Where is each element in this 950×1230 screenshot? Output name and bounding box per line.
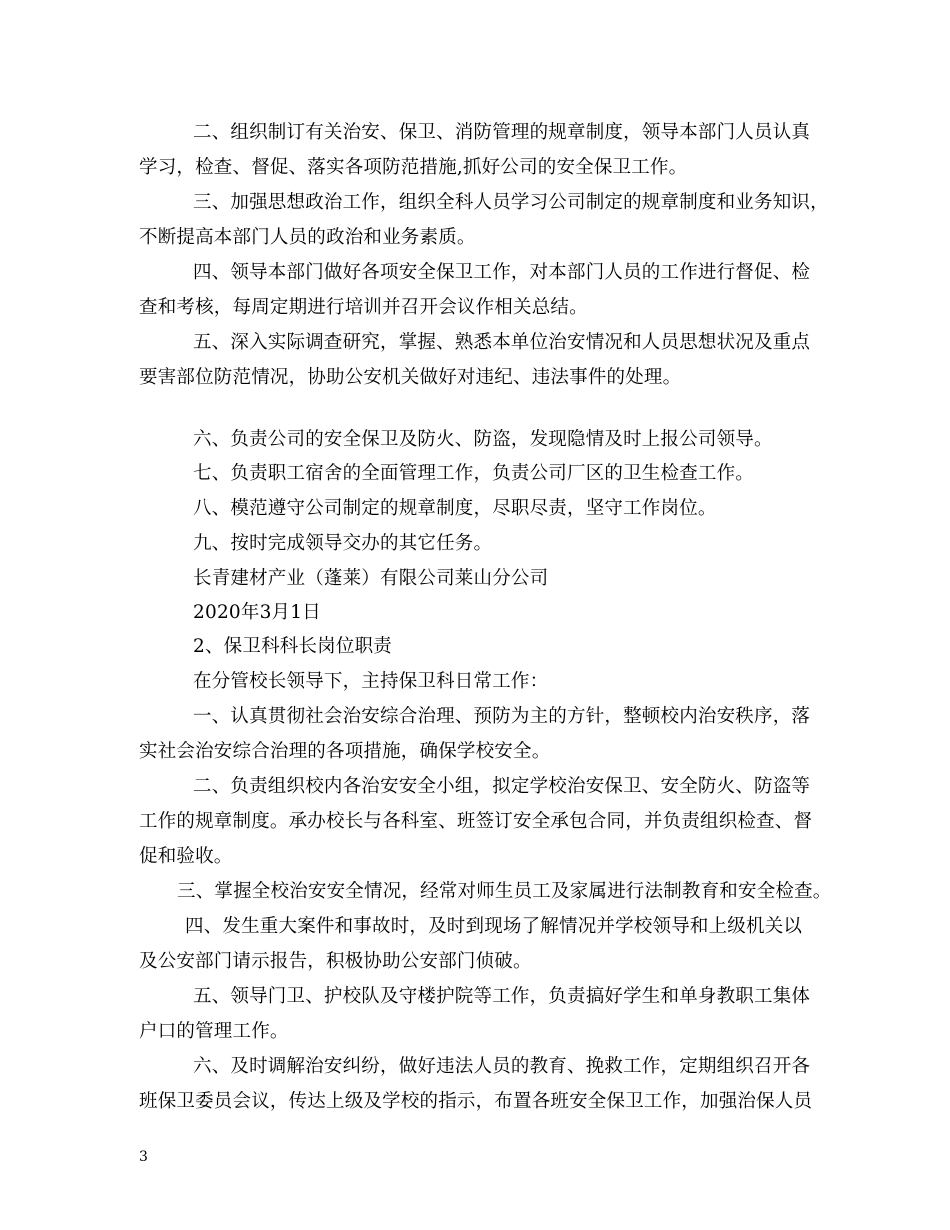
paragraph-line: 实社会治安综合治理的各项措施，确保学校安全。 bbox=[139, 741, 551, 762]
paragraph-line: 八、模范遵守公司制定的规章制度，尽职尽责，坚守工作岗位。 bbox=[193, 498, 717, 519]
document-date: 2020年3月1日 bbox=[193, 602, 321, 623]
paragraph-line: 二、组织制订有关治安、保卫、消防管理的规章制度，领导本部门人员认真 bbox=[193, 122, 811, 143]
paragraph-line: 要害部位防范情况，协助公安机关做好对违纪、违法事件的处理。 bbox=[139, 367, 682, 388]
paragraph-line: 查和考核，每周定期进行培训并召开会议作相关总结。 bbox=[139, 297, 588, 318]
paragraph-line: 五、领导门卫、护校队及守楼护院等工作，负责搞好学生和单身教职工集体 bbox=[193, 986, 811, 1007]
company-name: 长青建材产业（蓬莱）有限公司莱山分公司 bbox=[193, 568, 549, 589]
paragraph-line: 五、深入实际调查研究，掌握、熟悉本单位治安情况和人员思想状况及重点 bbox=[193, 332, 811, 353]
paragraph-line: 二、负责组织校内各治安安全小组，拟定学校治安保卫、安全防火、防盗等 bbox=[193, 776, 811, 797]
paragraph-line: 促和验收。 bbox=[139, 846, 233, 867]
paragraph-line: 在分管校长领导下，主持保卫科日常工作： bbox=[193, 671, 549, 692]
paragraph-line: 六、及时调解治安纠纷，做好违法人员的教育、挽救工作，定期组织召开各 bbox=[193, 1056, 811, 1077]
paragraph-line: 班保卫委员会议，传达上级及学校的指示，布置各班安全保卫工作，加强治保人员 bbox=[139, 1091, 813, 1112]
paragraph-line: 六、负责公司的安全保卫及防火、防盗，发现隐情及时上报公司领导。 bbox=[193, 429, 773, 450]
paragraph-line: 工作的规章制度。承办校长与各科室、班签订安全承包合同，并负责组织检查、督 bbox=[139, 811, 813, 832]
section-heading: 2、保卫科科长岗位职责 bbox=[193, 636, 392, 657]
paragraph-line: 户口的管理工作。 bbox=[139, 1021, 289, 1042]
paragraph-line: 九、按时完成领导交办的其它任务。 bbox=[193, 533, 493, 554]
paragraph-line: 三、掌握全校治安安全情况，经常对师生员工及家属进行法制教育和安全检查。 bbox=[177, 881, 832, 902]
page-number: 3 bbox=[139, 1149, 148, 1165]
paragraph-line: 不断提高本部门人员的政治和业务素质。 bbox=[139, 227, 476, 248]
paragraph-line: 七、负责职工宿舍的全面管理工作，负责公司厂区的卫生检查工作。 bbox=[193, 463, 755, 484]
paragraph-line: 学习，检查、督促、落实各项防范措施,抓好公司的安全保卫工作。 bbox=[139, 157, 688, 178]
paragraph-line: 及公安部门请示报告，积极协助公安部门侦破。 bbox=[139, 951, 532, 972]
paragraph-line: 一、认真贯彻社会治安综合治理、预防为主的方针，整顿校内治安秩序，落 bbox=[193, 706, 811, 727]
paragraph-line: 三、加强思想政治工作，组织全科人员学习公司制定的规章制度和业务知识， bbox=[193, 192, 829, 213]
paragraph-line: 四、发生重大案件和事故时，及时到现场了解情况并学校领导和上级机关以 bbox=[185, 916, 803, 937]
paragraph-line: 四、领导本部门做好各项安全保卫工作，对本部门人员的工作进行督促、检 bbox=[193, 262, 811, 283]
